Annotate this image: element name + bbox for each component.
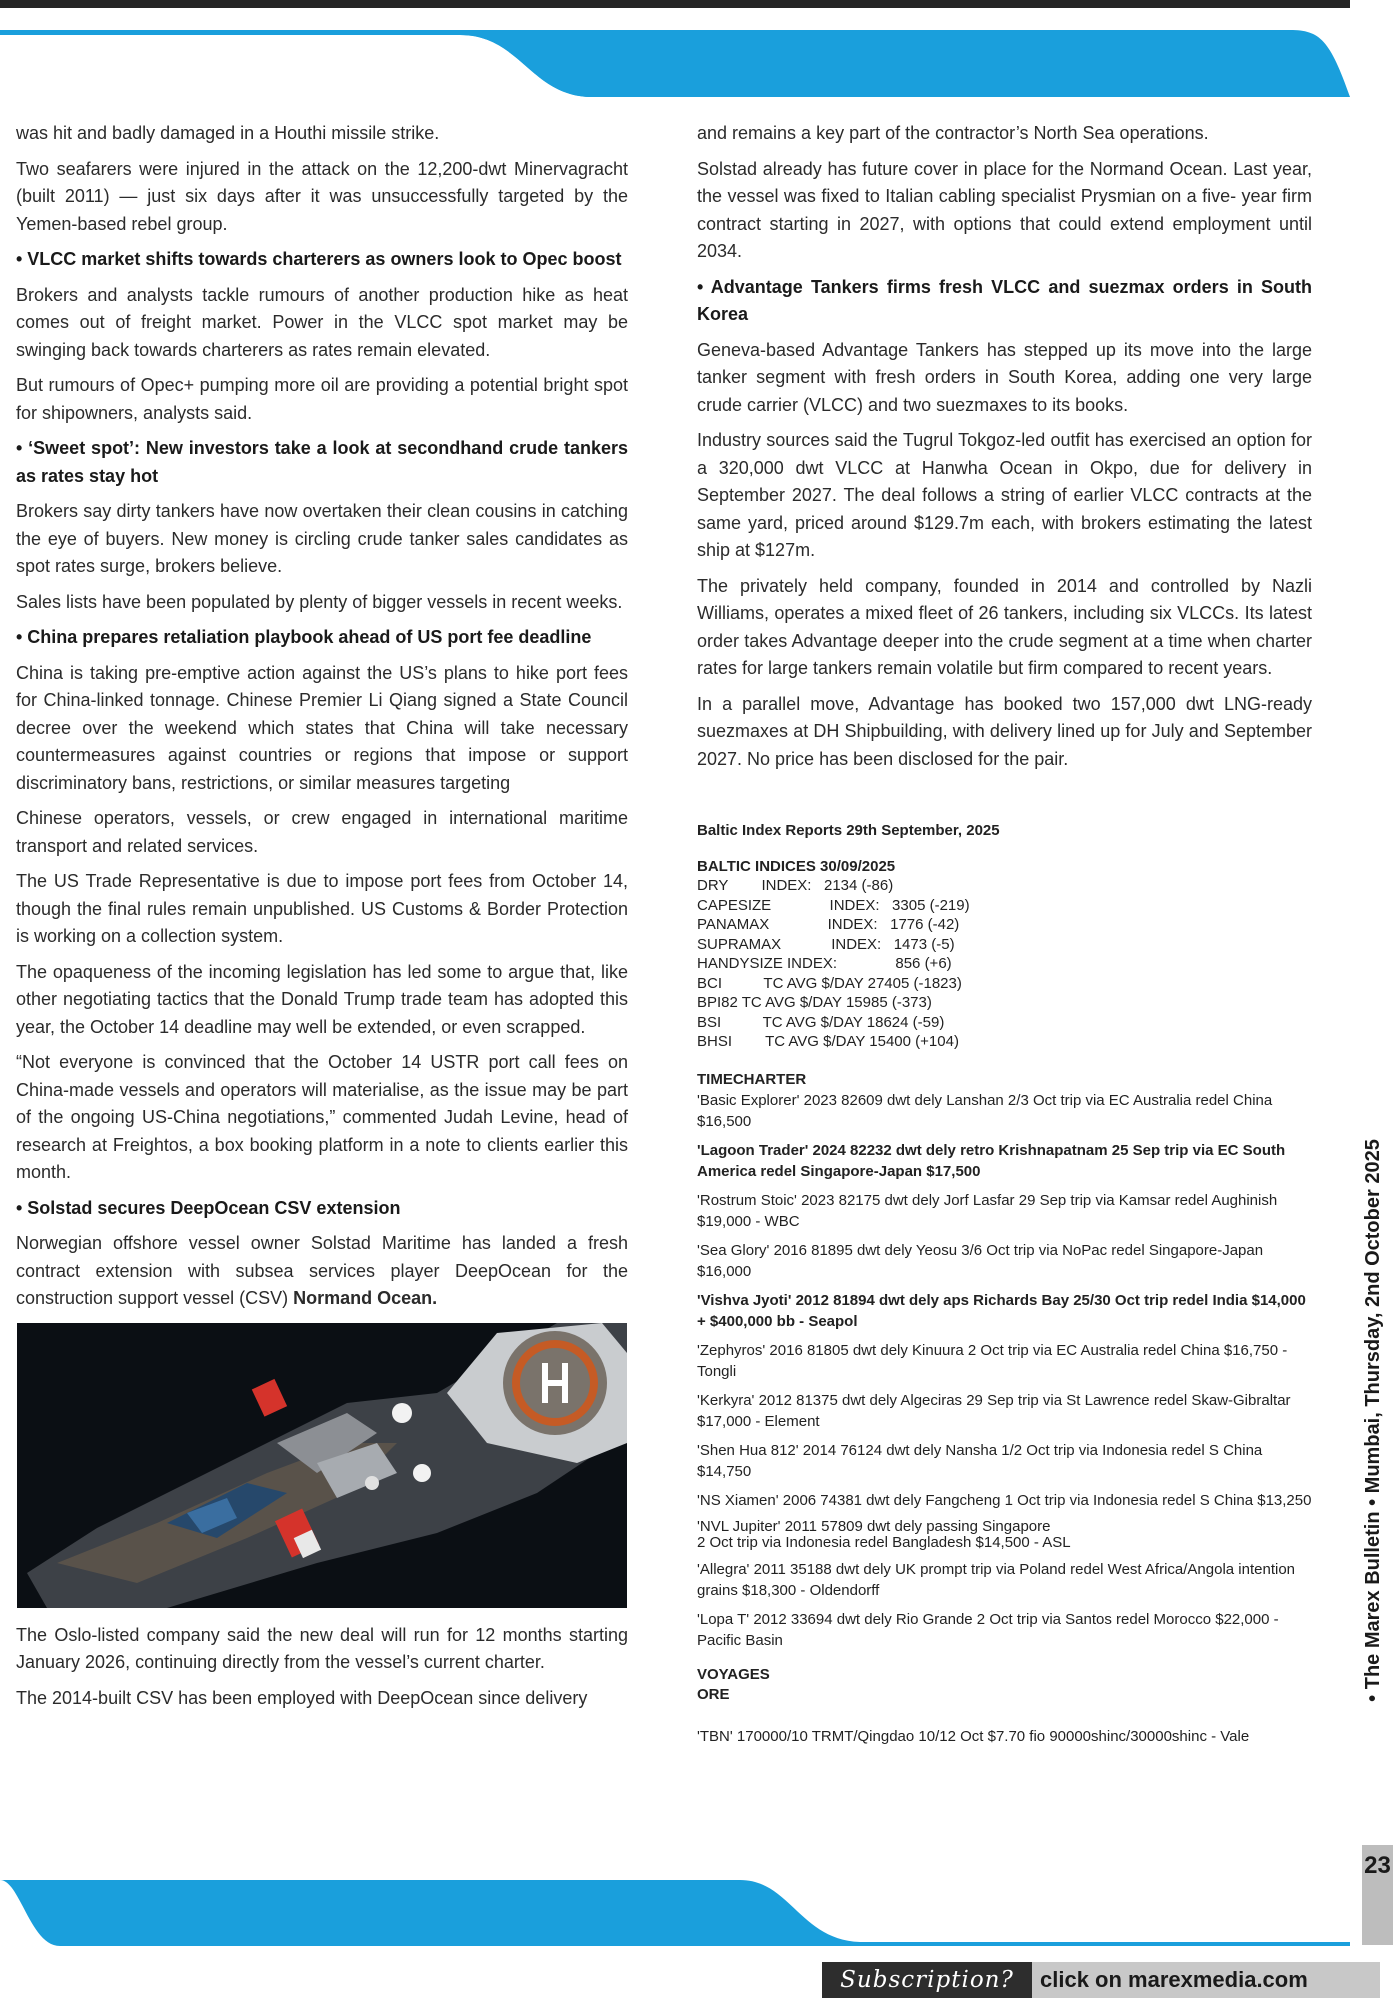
fixture-item: 'Allegra' 2011 35188 dwt dely UK prompt trip via Poland redel West Africa/Angola intention grains $18,300 - Oldendorff [697,1560,1296,1599]
report-title: Baltic Index Reports 29th September, 2025 [697,822,1000,839]
article-para: But rumours of Opec+ pumping more oil are providing a potential bright spot for shipowners, analysts said. [16,375,628,423]
index-row: BCI TC AVG $/DAY 27405 (-1823) [697,974,962,992]
fixture-item: 'Vishva Jyoti' 2012 81894 dwt dely aps Richards Bay 25/30 Oct trip redel India $14,000 + $400,000 bb - Seapol [697,1291,1306,1330]
article-headline: • ‘Sweet spot’: New investors take a look at secondhand crude tankers as rates stay hot [16,438,628,486]
fixture-item: 'NVL Jupiter' 2011 57809 dwt dely passing Singapore 2 Oct trip via Indonesia redel Bangladesh $14,500 - ASL [697,1517,1071,1551]
ore-heading: ORE [697,1685,730,1703]
vessel-photo [17,1323,627,1608]
index-row: BHSI TC AVG $/DAY 15400 (+104) [697,1033,959,1050]
article-headline: • Solstad secures DeepOcean CSV extension [16,1197,401,1218]
fixture-item: 'Shen Hua 812' 2014 76124 dwt dely Nansha 1/2 Oct trip via Indonesia redel S China $14,750 [697,1441,1263,1480]
index-row: HANDYSIZE INDEX: 856 (+6) [697,955,952,972]
article-headline: • VLCC market shifts towards charterers as owners look to Opec boost [16,249,622,269]
article-para [16,1230,628,1313]
article-para: Chinese operators, vessels, or crew engaged in international maritime transport and related services. [16,808,628,856]
article-headline: • China prepares retaliation playbook ahead of US port fee deadline [16,627,592,647]
article-para: Sales lists have been populated by plenty of bigger vessels in recent weeks. [16,591,623,612]
footer-decoration [0,1880,1393,1950]
article-para: Brokers say dirty tankers have now overtaken their clean cousins in catching the eye of buyers. New money is circling crude tanker sales candidates as spot rates surge, brokers believe. [16,501,628,576]
fixture-item: 'Lopa T' 2012 33694 dwt dely Rio Grande 2 Oct trip via Santos redel Morocco $22,000 - Pacific Basin [697,1610,1279,1649]
fixture-item: 'Basic Explorer' 2023 82609 dwt dely Lanshan 2/3 Oct trip via EC Australia redel China $16,500 [697,1091,1273,1130]
top-rule [0,0,1350,8]
index-row: BSI TC AVG $/DAY 18624 (-59) [697,1013,945,1031]
index-row: BPI82 TC AVG $/DAY 15985 (-373) [697,994,932,1011]
fixture-item: 'Zephyros' 2016 81805 dwt dely Kinuura 2 Oct trip via EC Australia redel China $16,750 - Tongli [697,1341,1288,1380]
subscription-banner[interactable] [822,1962,1380,1998]
fixture-item: 'Sea Glory' 2016 81895 dwt dely Yeosu 3/6 Oct trip via NoPac redel Singapore-Japan $16,000 [697,1241,1264,1280]
left-column [16,120,628,1720]
article-para: and remains a key part of the contractor’s North Sea operations. [697,123,1209,143]
article-para: “Not everyone is convinced that the October 14 USTR port call fees on China-made vessels and operators will materialise, as the issue may be part of the ongoing US-China negotiations,” commented Judah Levine, head of research at Freightos, a box booking platform in a note to clients earlier this month. [16,1052,628,1182]
article-para: was hit and badly damaged in a Houthi missile strike. [16,123,440,143]
article-para: The Oslo-listed company said the new deal will run for 12 months starting January 2026, continuing directly from the vessel’s current charter. [16,1624,628,1672]
article-para: In a parallel move, Advantage has booked two 157,000 dwt LNG-ready suezmaxes at DH Shipbuilding, with delivery lined up for July and September 2027. No price has been disclosed for the pair. [697,693,1312,769]
subscription-link[interactable]: click on marexmedia.com [1032,1962,1380,1998]
article-headline: • Advantage Tankers firms fresh VLCC and suezmax orders in South Korea [697,276,1312,324]
timecharter-heading: TIMECHARTER [697,1070,807,1088]
article-para: China is taking pre-emptive action against the US’s plans to hike port fees for China-linked tonnage. Chinese Premier Li Qiang signed a State Council decree over the weekend which states that China will take necessary countermeasures against countries or regions that impose or support discriminatory bans, restrictions, or similar measures targeting [16,662,628,793]
index-row: SUPRAMAX INDEX: 1473 (-5) [697,935,955,953]
fixture-item: 'Kerkyra' 2012 81375 dwt dely Algeciras 29 Sep trip via St Lawrence redel Skaw-Gibraltar $17,000 - Element [697,1391,1291,1430]
article-para: The opaqueness of the incoming legislation has led some to argue that, like other negotiating tactics that the Donald Trump trade team has adopted this year, the October 14 deadline may well be extended, or even scrapped. [16,961,628,1037]
article-para: Geneva-based Advantage Tankers has stepped up its move into the large tanker segment with fresh orders in South Korea, adding one very large crude carrier (VLCC) and two suezmaxes to its books. [697,339,1312,415]
subscription-label: Subscription? [822,1962,1032,1998]
header-decoration [0,30,1393,105]
page-number: 23 [1364,1852,1391,1879]
index-row: DRY INDEX: 2134 (-86) [697,877,894,894]
article-para: Brokers and analysts tackle rumours of another production hike as heat comes out of freight market. Power in the VLCC spot market may be swinging back towards charterers as rates remain elevated. [16,284,628,360]
indices-list [697,876,1317,1052]
fixture-item: 'Lagoon Trader' 2024 82232 dwt dely retro Krishnapatnam 25 Sep trip via EC South America redel Singapore-Japan $17,500 [697,1141,1286,1180]
article-para: Two seafarers were injured in the attack on the 12,200-dwt Minervagracht (built 2011) — just six days after it was unsuccessfully targeted by the Yemen-based rebel group. [16,158,628,234]
fixture-item: 'NS Xiamen' 2006 74381 dwt dely Fangcheng 1 Oct trip via Indonesia redel S China $13,250 [697,1491,1312,1509]
indices-heading: BALTIC INDICES 30/09/2025 [697,858,896,875]
voyages-heading: VOYAGES [697,1665,770,1683]
right-column [697,120,1312,781]
fixture-item: 'Rostrum Stoic' 2023 82175 dwt dely Jorf Lasfar 29 Sep trip via Kamsar redel Aughinish $19,000 - WBC [697,1191,1278,1230]
article-para: The privately held company, founded in 2014 and controlled by Nazli Williams, operates a mixed fleet of 26 tankers, including six VLCCs. Its latest order takes Advantage deeper into the crude segment at a time when charter rates for large tankers remain volatile but firm compared to recent years. [697,575,1312,678]
vessel-name: Normand Ocean. [293,1288,438,1308]
running-header [1354,1040,1392,1800]
index-row: CAPESIZE INDEX: 3305 (-219) [697,896,970,914]
voyage-item: 'TBN' 170000/10 TRMT/Qingdao 10/12 Oct $7.70 fio 90000shinc/30000shinc - Vale [697,1727,1250,1745]
norwegian-para-text: Norwegian offshore vessel owner Solstad Maritime has landed a fresh contract extension with subsea services player DeepOcean for the construction support vessel (CSV) [16,1233,628,1308]
index-row: PANAMAX INDEX: 1776 (-42) [697,916,960,933]
running-header-text: • The Marex Bulletin • Mumbai, Thursday, 2nd October 2025 [1361,1138,1384,1702]
article-para: The 2014-built CSV has been employed with DeepOcean since delivery [16,1687,588,1708]
article-para: Solstad already has future cover in place for the Normand Ocean. Last year, the vessel was fixed to Italian cabling specialist Prysmian on a five- year firm contract starting in 2027, with options that could extend employment until 2034. [697,158,1312,261]
baltic-report [697,822,1317,1755]
article-para: The US Trade Representative is due to impose port fees from October 14, though the final rules remain unpublished. US Customs & Border Protection is working on a collection system. [16,871,628,946]
article-para: Industry sources said the Tugrul Tokgoz-led outfit has exercised an option for a 320,000 dwt VLCC at Hanwha Ocean in Okpo, due for delivery in September 2027. The deal follows a string of earlier VLCC contracts at the same yard, priced around $129.7m each, with brokers estimating the latest ship at $127m. [697,430,1312,560]
